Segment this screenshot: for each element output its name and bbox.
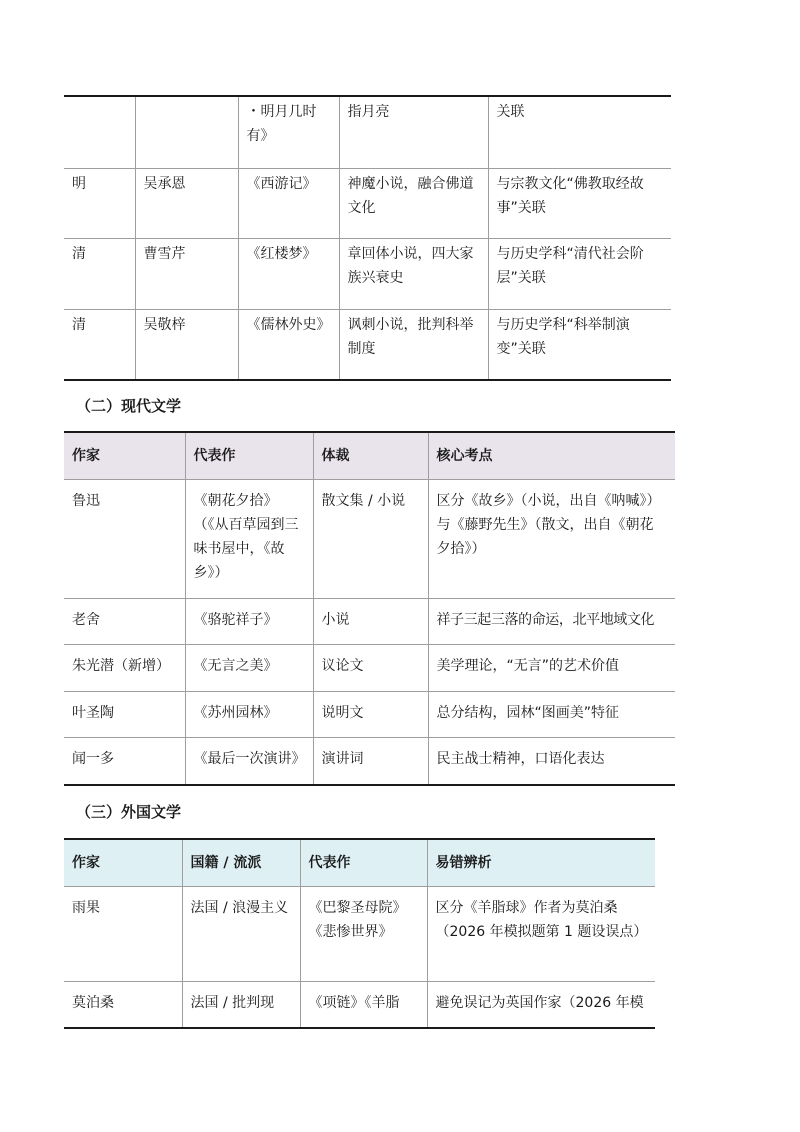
dynasty-cell: 清 [64,238,135,309]
author-cell: 莫泊桑 [72,995,114,1011]
connection-cell: 关联 [488,96,671,168]
foreign-literature-heading: （三）外国文学 [76,803,182,821]
author-cell: 老舍 [64,599,185,645]
work-cell: 《西游记》 [238,168,339,238]
table-header-row [64,432,675,480]
nationality-cell: 法国 / 浪漫主义 [182,887,300,982]
key-point-cell: 民主战士精神，口语化表达 [428,738,675,785]
author-cell: 闻一多 [72,751,114,767]
analysis-cell: 区分《羊脂球》作者为莫泊桑（2026 年模拟题第 1 题设误点） [427,887,655,982]
modern-literature-table [64,431,675,786]
table-row [64,982,655,1028]
work-cell: 《巴黎圣母院》《悲惨世界》 [300,887,427,982]
genre-cell: 散文集 / 小说 [313,480,428,599]
dynasty-cell [64,96,135,168]
connection-cell: 与历史学科“清代社会阶层”关联 [488,238,671,309]
column-header: 代表作 [185,432,313,480]
foreign-literature-table [64,838,655,1029]
table-row [64,645,675,692]
work-cell: 《骆驼祥子》 [185,599,313,645]
column-header: 易错辨析 [427,839,655,887]
author-cell: 吴敬梓 [135,309,238,380]
key-point-cell: 总分结构，园林“图画美”特征 [428,692,675,738]
work-cell: 《儒林外史》 [238,309,339,380]
author-cell: 鲁迅 [64,480,185,599]
key-point-cell: 祥子三起三落的命运，北平地域文化 [428,599,675,645]
table-row [64,887,655,982]
table-row [64,692,675,738]
genre-cell: 指月亮 [339,96,488,168]
work-cell: 《红楼梦》 [238,238,339,309]
author-cell [135,96,238,168]
key-point-cell: 美学理论，“无言”的艺术价值 [428,645,675,692]
modern-literature-heading: （二）现代文学 [76,397,182,415]
table-row [64,96,671,168]
column-header: 作家 [64,432,185,480]
genre-cell: 章回体小说，四大家族兴衰史 [339,238,488,309]
author-cell: 叶圣陶 [64,692,185,738]
classical-literature-table [64,95,671,381]
column-header: 作家 [64,839,182,887]
genre-cell: 说明文 [313,692,428,738]
author-cell: 吴承恩 [135,168,238,238]
dynasty-cell: 明 [64,168,135,238]
table-row [64,168,671,238]
work-cell: 《朝花夕拾》（《从百草园到三味书屋中，《故乡》） [185,480,313,599]
table-row [64,238,671,309]
genre-cell: 议论文 [313,645,428,692]
key-point-cell: 区分《故乡》（小说，出自《呐喊》）与《藤野先生》（散文，出自《朝花夕拾》） [428,480,675,599]
work-cell: ・明月几时有》 [238,96,339,168]
work-cell: 《无言之美》 [185,645,313,692]
table-header-row [64,839,655,887]
analysis-cell: 避免误记为英国作家（2026 年模 [427,982,655,1028]
table-row [64,480,675,599]
author-cell: 朱光潜（新增） [64,645,185,692]
table-row [64,599,675,645]
author-cell: 曹雪芹 [135,238,238,309]
genre-cell: 演讲词 [313,738,428,785]
table-row [64,738,675,785]
work-cell: 《项链》《羊脂 [300,982,427,1028]
work-cell: 《苏州园林》 [185,692,313,738]
column-header: 核心考点 [428,432,675,480]
author-cell: 雨果 [64,887,182,982]
work-cell: 《最后一次演讲》 [185,738,313,785]
column-header: 国籍 / 流派 [182,839,300,887]
connection-cell: 与宗教文化“佛教取经故事”关联 [488,168,671,238]
nationality-cell: 法国 / 批判现 [182,982,300,1028]
column-header: 体裁 [313,432,428,480]
genre-cell: 小说 [313,599,428,645]
genre-cell: 讽刺小说，批判科举制度 [339,309,488,380]
connection-cell: 与历史学科“科举制演变”关联 [488,309,671,380]
column-header: 代表作 [300,839,427,887]
genre-cell: 神魔小说，融合佛道文化 [339,168,488,238]
dynasty-cell: 清 [72,316,86,333]
table-row [64,309,671,380]
